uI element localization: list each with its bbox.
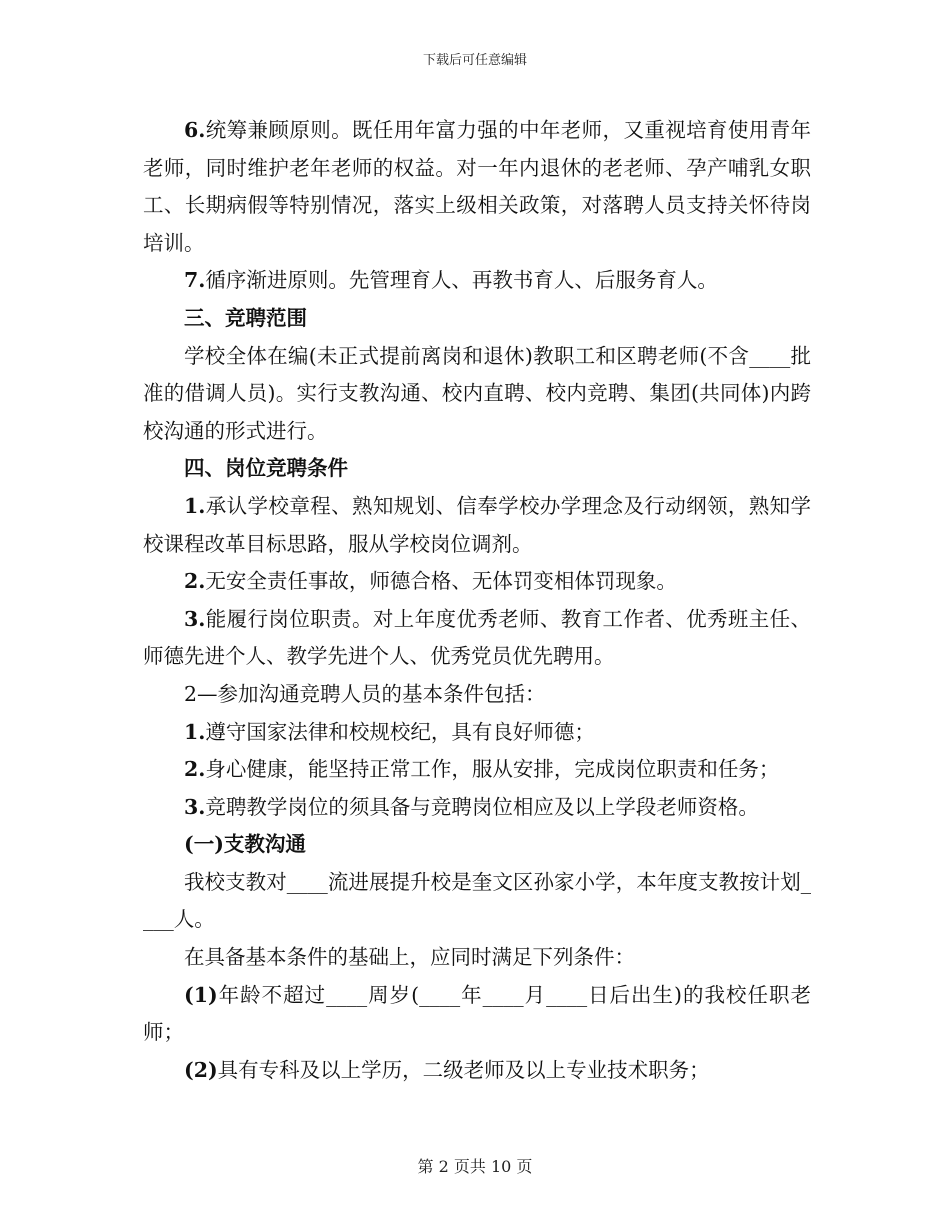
subsection-heading-support-teaching: (一)支教沟通 xyxy=(184,832,306,857)
item-number: 3. xyxy=(184,606,206,631)
item-text: 循序渐进原则。先管理育人、再教书育人、后服务育人。 xyxy=(205,268,718,293)
principle-6 xyxy=(143,112,811,262)
item-number: (2) xyxy=(184,1057,218,1082)
item-text: 无安全责任事故，师德合格、无体罚变相体罚现象。 xyxy=(205,569,677,594)
item-number: 2. xyxy=(184,757,206,782)
item-text: 身心健康，能坚持正常工作，服从安排，完成岗位职责和任务； xyxy=(205,757,780,782)
item-text: 承认学校章程、熟知规划、信奉学校办学理念及行动纲领，熟知学校课程改革目标思路，服从学校岗位调剂。 xyxy=(143,493,811,556)
item-text: 统筹兼顾原则。既任用年富力强的中年老师，又重视培育使用青年老师，同时维护老年老师的权益。对一年内退休的老老师、孕产哺乳女职工、长期病假等特别情况，落实上级相关政策，对落聘人员支持关怀待岗培训。 xyxy=(143,118,811,255)
item-text: 竞聘教学岗位的须具备与竞聘岗位相应及以上学段老师资格。 xyxy=(205,794,759,819)
basic-condition-2 xyxy=(143,751,811,789)
condition-1 xyxy=(143,488,811,563)
basic-conditions-intro: 2—参加沟通竞聘人员的基本条件包括： xyxy=(184,681,546,706)
scope-paragraph: 学校全体在编(未正式提前离岗和退休)教职工和区聘老师(不含____批准的借调人员)。实行支教沟通、校内直聘、校内竞聘、集团(共同体)内跨校沟通的形式进行。 xyxy=(143,343,811,443)
item-text: 具有专科及以上学历，二级老师及以上专业技术职务； xyxy=(217,1057,710,1082)
additional-condition-2 xyxy=(143,1052,811,1090)
item-number: 6. xyxy=(184,118,206,142)
page-footer: 第 2 页共 10 页 xyxy=(417,1157,533,1176)
item-number: 3. xyxy=(184,794,206,819)
item-text: 年龄不超过____周岁(____年____月____日后出生)的我校任职老师； xyxy=(143,982,811,1045)
condition-2 xyxy=(143,563,811,601)
item-number: 2. xyxy=(184,569,206,594)
support-teaching-paragraph: 我校支教对____流进展提升校是奎文区孙家小学，本年度支教按计划____人。 xyxy=(143,869,811,932)
basic-condition-1 xyxy=(143,714,811,752)
basic-condition-3 xyxy=(143,789,811,827)
page-header: 下载后可任意编辑 xyxy=(422,53,527,68)
section-heading-scope: 三、竞聘范围 xyxy=(184,305,307,330)
item-number: 1. xyxy=(184,493,206,518)
condition-3 xyxy=(143,601,811,676)
item-text: 能履行岗位职责。对上年度优秀老师、教育工作者、优秀班主任、师德先进个人、教学先进个人、优秀党员优先聘用。 xyxy=(143,606,811,669)
item-text: 遵守国家法律和校规校纪，具有良好师德； xyxy=(205,719,595,744)
section-heading-conditions: 四、岗位竞聘条件 xyxy=(184,456,348,481)
principle-7 xyxy=(143,262,811,300)
additional-conditions-intro: 在具备基本条件的基础上，应同时满足下列条件： xyxy=(184,945,635,970)
additional-condition-1 xyxy=(143,977,811,1052)
item-number: 7. xyxy=(184,268,206,293)
item-number: (1) xyxy=(184,982,218,1007)
document-body xyxy=(143,112,811,1089)
item-number: 1. xyxy=(184,719,206,744)
